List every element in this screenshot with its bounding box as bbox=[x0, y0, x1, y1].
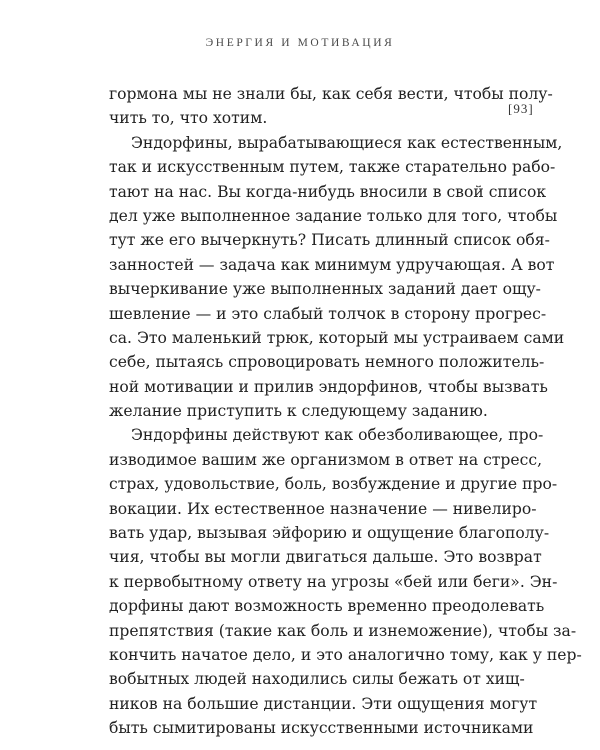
text-line: себе, пытаясь спровоцировать немного положитель- bbox=[109, 353, 545, 372]
text-line: желание приступить к следующему заданию. bbox=[109, 402, 488, 421]
text-line: занностей — задача как минимум удручающая. А вот bbox=[109, 255, 555, 274]
text-line: дел уже выполненное задание только для того, чтобы bbox=[109, 206, 558, 225]
text-line: Эндорфины действуют как обезболивающее, про- bbox=[131, 426, 544, 445]
text-line: тут же его вычеркнуть? Писать длинный список обя- bbox=[109, 231, 550, 250]
text-line: вобытных людей находились силы бежать от хищ- bbox=[109, 670, 525, 689]
text-line: вычеркивание уже выполненных заданий дает ощу- bbox=[109, 280, 541, 299]
page-number: [93] bbox=[508, 101, 534, 116]
text-line: ной мотивации и прилив эндорфинов, чтобы вызвать bbox=[109, 377, 548, 396]
text-line: препятствия (такие как боль и изнеможение), чтобы за- bbox=[109, 621, 577, 640]
text-line: кончить начатое дело, и это аналогично тому, как у пер- bbox=[109, 645, 582, 664]
text-line: ников на большие дистанции. Эти ощущения могут bbox=[109, 694, 538, 713]
text-line: вать удар, вызывая эйфорию и ощущение благополу- bbox=[109, 524, 550, 543]
text-line: изводимое вашим же организмом в ответ на стресс, bbox=[109, 450, 543, 469]
text-line: дорфины дают возможность временно преодолевать bbox=[109, 597, 545, 616]
text-line: так и искусственным путем, также старательно рабо- bbox=[109, 158, 556, 177]
text-line: к первобытному ответу на угрозы «бей или беги». Эн- bbox=[109, 572, 558, 591]
text-line: Эндорфины, вырабатывающиеся как естественным, bbox=[131, 133, 563, 152]
text-line: быть сымитированы искусственными источниками bbox=[109, 719, 534, 738]
text-line: страх, удовольствие, боль, возбуждение и другие про- bbox=[109, 475, 558, 494]
text-line: гормона мы не знали бы, как себя вести, чтобы полу- bbox=[109, 85, 553, 103]
text-line: са. Это маленький трюк, который мы устраиваем сами bbox=[109, 328, 565, 347]
text-line: тают на нас. Вы когда-нибудь вносили в свой список bbox=[109, 182, 547, 201]
text-line: шевление — и это слабый толчок в сторону прогрес- bbox=[109, 304, 547, 323]
text-line: чить то, что хотим. bbox=[109, 109, 268, 128]
text-line: чия, чтобы вы могли двигаться дальше. Это возврат bbox=[109, 548, 542, 567]
running-head: ЭНЕРГИЯ И МОТИВАЦИЯ bbox=[205, 37, 395, 49]
text-line: вокации. Их естественное назначение — нивелиро- bbox=[109, 499, 537, 518]
